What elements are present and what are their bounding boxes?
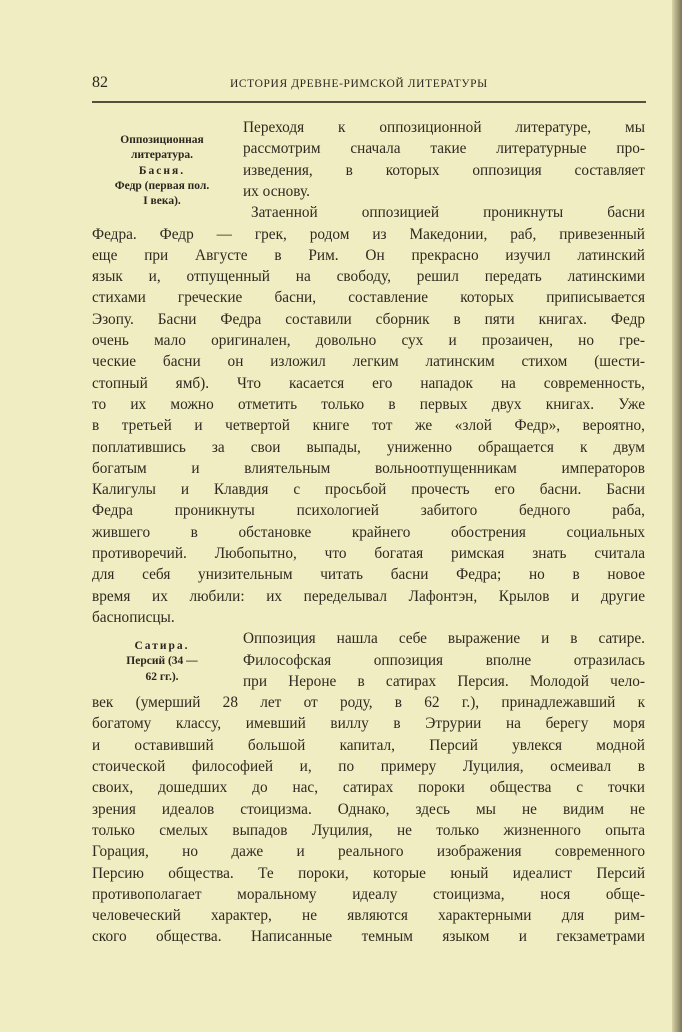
text-line: богатым и влиятельным вольноотпущенникам императоров: [92, 459, 645, 477]
text-line: в третьей и четвертой книге тот же «злой Федр», вероятно,: [92, 417, 645, 435]
margin-note-line: Басня.: [138, 164, 186, 177]
text-line: Философская оппозиция вполне отразилась: [243, 651, 645, 669]
text-line: противоречий. Любопытно, что богатая римская знать считала: [92, 545, 645, 562]
text-line: баснописцы.: [92, 608, 175, 626]
margin-note-line: Оппозиционная: [120, 134, 204, 146]
running-title: ИСТОРИЯ ДРЕВНЕ-РИМСКОЙ ЛИТЕРАТУРЫ: [230, 78, 488, 90]
page-number: 82: [92, 74, 108, 91]
text-line: своих, дошедших до нас, сатирах пороки общества с точки: [92, 779, 645, 797]
margin-note-line: Персий (34 —: [126, 655, 198, 668]
text-line: Федра проникнуты психологией забитого бедного раба,: [92, 502, 645, 520]
margin-note-line: Федр (первая пол.: [114, 179, 210, 192]
text-line: стоической философией и, по примеру Луцилия, осмеивал в: [92, 758, 645, 775]
text-line: еще при Августе в Рим. Он прекрасно изучил латинский: [92, 246, 645, 264]
margin-note-line: литература.: [131, 149, 193, 162]
text-line: Горация, но даже и реального изображения современного: [92, 843, 645, 861]
text-line: ского общества. Написанные темным языком и гекзаметрами: [92, 928, 645, 946]
text-line: время их любили: их переделывал Лафонтэн, Крылов и другие: [92, 587, 645, 605]
text-line: изведения, в которых оппозиция составляет: [243, 161, 645, 179]
text-line: Затаенной оппозицией проникнуты басни: [251, 204, 645, 222]
text-line: только смелых выпадов Луцилия, не только жизненного опыта: [92, 821, 645, 839]
header-rule: [92, 101, 646, 103]
text-line: очень мало оригинален, довольно сух и прозаичен, но гре-: [92, 332, 645, 349]
text-line: при Нероне в сатирах Персия. Молодой чело-: [243, 672, 645, 690]
text-line: стихами греческие басни, составление которых приписывается: [92, 289, 645, 307]
text-line: Эзопу. Басни Федра составили сборник в пяти книгах. Федр: [92, 310, 645, 328]
text-line: жившего в обстановке крайнего обострения социальных: [92, 523, 645, 541]
page-edge: [672, 0, 682, 1032]
text-line: стопный ямб). Что касается его нападок на современность,: [92, 374, 645, 392]
margin-note-line: I века).: [143, 195, 181, 208]
margin-note-line: 62 гг.).: [145, 670, 179, 683]
text-line: Персию общества. Те пороки, которые юный идеалист Персий: [92, 864, 645, 882]
text-line: для себя унизительным читать басни Федра; но в новое: [92, 566, 645, 584]
text-line: противополагает моральному идеалу стоицизма, нося обще-: [92, 885, 645, 903]
text-line: то их можно отметить только в первых двух книгах. Уже: [92, 395, 645, 413]
text-line: Переходя к оппозиционной литературе, мы: [243, 119, 645, 136]
text-line: поплатившись за свои выпады, униженно обращается к двум: [92, 438, 645, 456]
text-line: Калигулы и Клавдия с просьбой прочесть его басни. Басни: [92, 481, 645, 499]
text-line: язык и, отпущенный на свободу, решил передать латинскими: [92, 268, 645, 286]
text-line: век (умерший 28 лет от роду, в 62 г.), принадлежавший к: [92, 694, 645, 712]
margin-note-line: Сатира.: [134, 640, 190, 652]
text-line: и оставивший большой капитал, Персий увлекся модной: [92, 736, 645, 754]
text-line: рассмотрим сначала такие литературные про-: [243, 140, 645, 158]
text-line: человеческий характер, не являются характерными для рим-: [92, 907, 645, 925]
text-line: ческие басни он изложил легким латинским стихом (шести-: [92, 353, 645, 371]
text-line: их основу.: [243, 182, 310, 200]
text-line: богатому классу, имевший виллу в Этрурии на берегу моря: [92, 715, 645, 733]
text-line: Оппозиция нашла себе выражение и в сатире.: [243, 630, 645, 648]
text-line: Федра. Федр — грек, родом из Македонии, раб, привезенный: [92, 225, 645, 243]
text-line: зрения идеалов стоицизма. Однако, здесь мы не видим не: [92, 800, 645, 818]
